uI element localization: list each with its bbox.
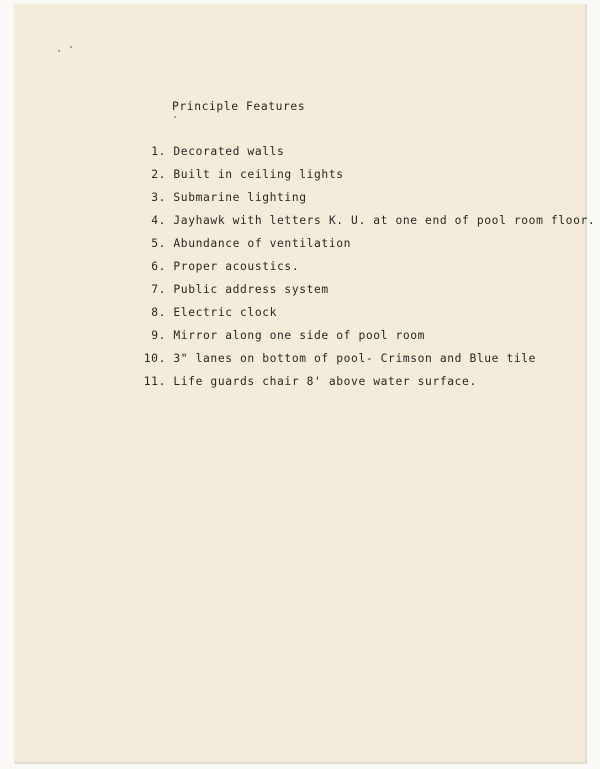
- paper-speck: [174, 116, 176, 118]
- page-title: Principle Features: [172, 100, 306, 113]
- paper-speck: [58, 50, 60, 52]
- item-text: Proper acoustics.: [173, 260, 300, 273]
- item-number: 1.: [151, 145, 166, 158]
- item-text: 3" lanes on bottom of pool- Crimson and Blue tile: [173, 352, 537, 365]
- item-number: 2.: [151, 168, 166, 181]
- list-item: [134, 328, 574, 351]
- item-number: 4.: [151, 214, 166, 227]
- list-item: [134, 190, 574, 213]
- item-text: Mirror along one side of pool room: [173, 329, 426, 342]
- paper-speck: [70, 46, 72, 48]
- item-text: Abundance of ventilation: [173, 237, 352, 250]
- item-text: Life guards chair 8' above water surface.: [173, 375, 477, 388]
- item-number: 6.: [151, 260, 166, 273]
- item-number: 9.: [151, 329, 166, 342]
- list-item: [134, 236, 574, 259]
- item-text: Electric clock: [173, 306, 278, 319]
- list-item: [134, 259, 574, 282]
- item-number: 8.: [151, 306, 166, 319]
- item-text: Decorated walls: [173, 145, 285, 158]
- list-item: [134, 282, 574, 305]
- list-item: [134, 167, 574, 190]
- list-item: [134, 374, 574, 397]
- item-number: 7.: [151, 283, 166, 296]
- item-number: 11.: [143, 375, 166, 388]
- list-item: [134, 305, 574, 328]
- item-text: Jayhawk with letters K. U. at one end of pool room floor.: [173, 214, 596, 227]
- item-text: Submarine lighting: [173, 191, 307, 204]
- item-number: 3.: [151, 191, 166, 204]
- list-item: [134, 144, 574, 167]
- item-number: 5.: [151, 237, 166, 250]
- item-text: Built in ceiling lights: [173, 168, 344, 181]
- features-list: [134, 144, 596, 397]
- list-item: [134, 351, 574, 374]
- list-item: [134, 213, 596, 236]
- item-number: 10.: [143, 352, 166, 365]
- typewritten-page: [14, 4, 596, 763]
- item-text: Public address system: [173, 283, 329, 296]
